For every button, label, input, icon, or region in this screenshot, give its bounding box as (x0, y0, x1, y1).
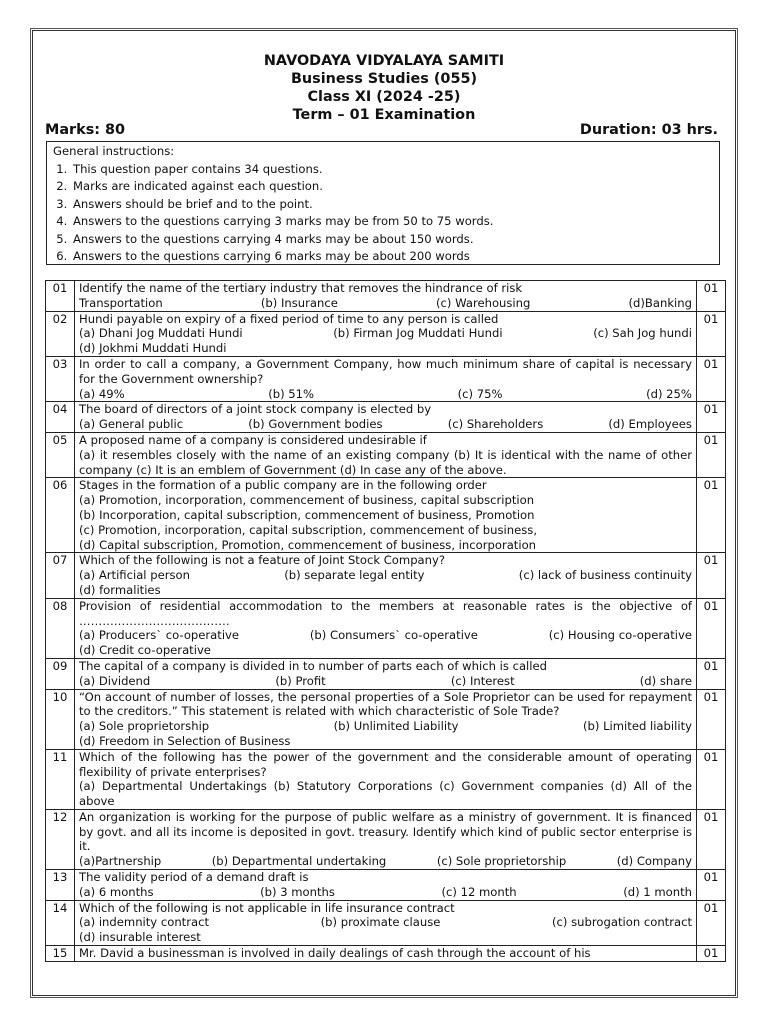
question-body (75, 749, 697, 809)
question-body (75, 870, 697, 901)
answer-option: (d) Company (616, 854, 692, 869)
answer-option-line: (a) Departmental Undertakings (b) Statutory Corporations (c) Government companies (d) All of the above (79, 779, 692, 809)
question-body (75, 946, 697, 962)
answer-option: (c) 12 month (441, 884, 517, 899)
answer-option: (c) Sole proprietorship (436, 854, 567, 869)
question-number: 12 (46, 809, 75, 869)
answer-option: (a) Artificial person (79, 568, 190, 583)
question-number: 05 (46, 432, 75, 477)
question-number: 15 (46, 946, 75, 962)
answer-option: (b) 3 months (260, 884, 335, 899)
answer-option: (d)Banking (628, 295, 692, 310)
answer-option: (b) Unlimited Liability (333, 719, 459, 734)
question-number: 01 (46, 281, 75, 312)
org-name: NAVODAYA VIDYALAYA SAMITI (263, 53, 505, 69)
answer-option: (a) Sole proprietorship (79, 719, 210, 734)
answer-option: (c) lack of business continuity (518, 568, 692, 583)
question-body (75, 402, 697, 433)
instructions-title: General instructions: (53, 144, 175, 158)
question-text: Hundi payable on expiry of a fixed period of time to any person is called (79, 311, 499, 326)
answer-option: (d) 1 month (623, 884, 692, 899)
question-marks: 01 (697, 946, 726, 962)
answer-option: (b) Consumers` co-operative (309, 628, 478, 643)
question-text: Which of the following has the power of the government and the considerable amount of operating flexibility of private enterprises? (79, 749, 692, 779)
option-row (79, 674, 692, 689)
question-marks: 01 (697, 356, 726, 401)
answer-option-extra: (d) formalities (79, 582, 161, 597)
instruction-item: 2. Marks are indicated against each question. (71, 178, 713, 196)
question-marks: 01 (697, 598, 726, 658)
question-number: 14 (46, 900, 75, 945)
question-number: 04 (46, 402, 75, 433)
answer-option: (c) Housing co-operative (548, 628, 692, 643)
question-text: “On account of number of losses, the personal properties of a Sole Proprietor can be used for repayment to the creditors.” This statement is related with which characteristic of Sole Trade? (79, 689, 692, 719)
question-number: 03 (46, 356, 75, 401)
question-text: Which of the following is not applicable in life insurance contract (79, 900, 455, 915)
answer-option: (a)Partnership (79, 854, 162, 869)
question-number: 08 (46, 598, 75, 658)
term-title: Term – 01 Examination (292, 107, 476, 123)
question-marks: 01 (697, 432, 726, 477)
question-marks: 01 (697, 281, 726, 312)
option-row (79, 387, 692, 402)
question-row (46, 598, 726, 658)
answer-option: (a) 49% (79, 386, 125, 401)
question-body (75, 432, 697, 477)
question-row (46, 356, 726, 401)
instruction-item: 6. Answers to the questions carrying 6 marks may be about 200 words (71, 248, 713, 266)
class-title: Class XI (2024 -25) (307, 89, 461, 105)
question-marks: 01 (697, 689, 726, 749)
subject-title: Business Studies (055) (290, 71, 478, 87)
question-marks: 01 (697, 658, 726, 689)
option-row (79, 417, 692, 432)
answer-option: (b) Limited liability (582, 719, 692, 734)
question-text: The board of directors of a joint stock company is elected by (79, 402, 432, 417)
question-number: 13 (46, 870, 75, 901)
answer-option: Transportation (79, 295, 163, 310)
exam-header (0, 52, 768, 124)
question-marks: 01 (697, 402, 726, 433)
option-row (79, 296, 692, 311)
question-row (46, 478, 726, 553)
answer-option-line: (b) Incorporation, capital subscription, commencement of business, Promotion (79, 507, 535, 522)
answer-option: (b) separate legal entity (284, 568, 425, 583)
question-row (46, 946, 726, 962)
instruction-item: 1. This question paper contains 34 questions. (71, 161, 713, 179)
general-instructions (46, 141, 720, 265)
option-row (79, 326, 692, 341)
question-body (75, 311, 697, 356)
question-number: 11 (46, 749, 75, 809)
question-text: A proposed name of a company is considered undesirable if (79, 432, 427, 447)
answer-option: (a) indemnity contract (79, 915, 210, 930)
answer-option: (c) Warehousing (436, 295, 531, 310)
answer-option-line: (c) Promotion, incorporation, capital subscription, commencement of business, (79, 522, 537, 537)
answer-option-line: (a) Promotion, incorporation, commencement of business, capital subscription (79, 493, 535, 508)
option-row (79, 885, 692, 900)
answer-option: (d) Employees (608, 417, 692, 432)
question-row (46, 870, 726, 901)
question-body (75, 689, 697, 749)
answer-option: (b) proximate clause (320, 915, 441, 930)
question-marks: 01 (697, 900, 726, 945)
question-number: 09 (46, 658, 75, 689)
question-body (75, 478, 697, 553)
answer-option: (c) 75% (457, 386, 503, 401)
question-text: Provision of residential accommodation to the members at reasonable rates is the objective of ………………………………… (79, 598, 692, 628)
question-text: Which of the following is not a feature of Joint Stock Company? (79, 553, 446, 568)
question-marks: 01 (697, 478, 726, 553)
question-marks: 01 (697, 311, 726, 356)
question-text: In order to call a company, a Government Company, how much minimum share of capital is necessary for the Government ownership? (79, 356, 692, 386)
option-row (79, 628, 692, 643)
question-row (46, 658, 726, 689)
duration: Duration: 03 hrs. (579, 122, 718, 138)
answer-option: (b) Insurance (260, 295, 338, 310)
question-marks: 01 (697, 870, 726, 901)
question-body (75, 553, 697, 598)
option-row (79, 915, 692, 930)
question-text: The validity period of a demand draft is (79, 870, 309, 885)
question-row (46, 402, 726, 433)
option-row (79, 719, 692, 734)
question-number: 07 (46, 553, 75, 598)
question-text: Mr. David a businessman is involved in daily dealings of cash through the account of his (79, 946, 591, 961)
question-row (46, 553, 726, 598)
answer-option-extra: (d) Jokhmi Muddati Hundi (79, 341, 227, 356)
option-row (79, 854, 692, 869)
answer-option: (c) Sah Jog hundi (593, 326, 692, 341)
answer-option-extra: (d) Freedom in Selection of Business (79, 733, 291, 748)
question-text: An organization is working for the purpose of public welfare as a ministry of government. It is financed by govt. and all its income is deposited in govt. treasury. Identify which kind of public sector enterprise is it. (79, 809, 692, 854)
option-row (79, 568, 692, 583)
answer-option: (b) Government bodies (248, 417, 383, 432)
question-body (75, 658, 697, 689)
max-marks: Marks: 80 (45, 122, 126, 138)
question-text: The capital of a company is divided in to number of parts each of which is called (79, 658, 547, 673)
answer-option: (d) 25% (646, 386, 692, 401)
instructions-list (53, 161, 713, 266)
answer-option: (c) Interest (450, 673, 515, 688)
question-number: 06 (46, 478, 75, 553)
question-row (46, 281, 726, 312)
answer-option: (c) subrogation contract (552, 915, 692, 930)
question-text: Identify the name of the tertiary industry that removes the hindrance of risk (79, 281, 523, 295)
question-body (75, 809, 697, 869)
question-row (46, 900, 726, 945)
question-row (46, 689, 726, 749)
answer-option-extra: (d) insurable interest (79, 930, 201, 945)
question-text: Stages in the formation of a public company are in the following order (79, 478, 487, 493)
question-row (46, 809, 726, 869)
question-body (75, 900, 697, 945)
answer-option-line: (a) it resembles closely with the name of an existing company (b) It is identical with the name of other company (c) It is an emblem of Government (d) In case any of the above. (79, 447, 692, 477)
question-marks: 01 (697, 749, 726, 809)
answer-option: (a) 6 months (79, 884, 154, 899)
question-number: 02 (46, 311, 75, 356)
answer-option: (b) Profit (275, 673, 326, 688)
question-body (75, 356, 697, 401)
question-body (75, 281, 697, 312)
answer-option-extra: (d) Credit co-operative (79, 643, 211, 658)
answer-option-line: (d) Capital subscription, Promotion, commencement of business, incorporation (79, 537, 537, 552)
answer-option: (c) Shareholders (447, 417, 544, 432)
instruction-item: 5. Answers to the questions carrying 4 marks may be about 150 words. (71, 231, 713, 249)
questions-table (45, 280, 726, 962)
answer-option: (a) Producers` co-operative (79, 628, 240, 643)
answer-option: (a) Dhani Jog Muddati Hundi (79, 326, 243, 341)
answer-option: (a) General public (79, 417, 184, 432)
answer-option: (d) share (639, 673, 692, 688)
question-marks: 01 (697, 553, 726, 598)
question-number: 10 (46, 689, 75, 749)
answer-option: (b) Firman Jog Muddati Hundi (333, 326, 503, 341)
instruction-item: 4. Answers to the questions carrying 3 marks may be from 50 to 75 words. (71, 213, 713, 231)
question-marks: 01 (697, 809, 726, 869)
question-row (46, 311, 726, 356)
question-row (46, 749, 726, 809)
answer-option: (b) Departmental undertaking (211, 854, 387, 869)
question-row (46, 432, 726, 477)
question-body (75, 598, 697, 658)
answer-option: (a) Dividend (79, 673, 151, 688)
answer-option: (b) 51% (268, 386, 315, 401)
instruction-item: 3. Answers should be brief and to the point. (71, 196, 713, 214)
